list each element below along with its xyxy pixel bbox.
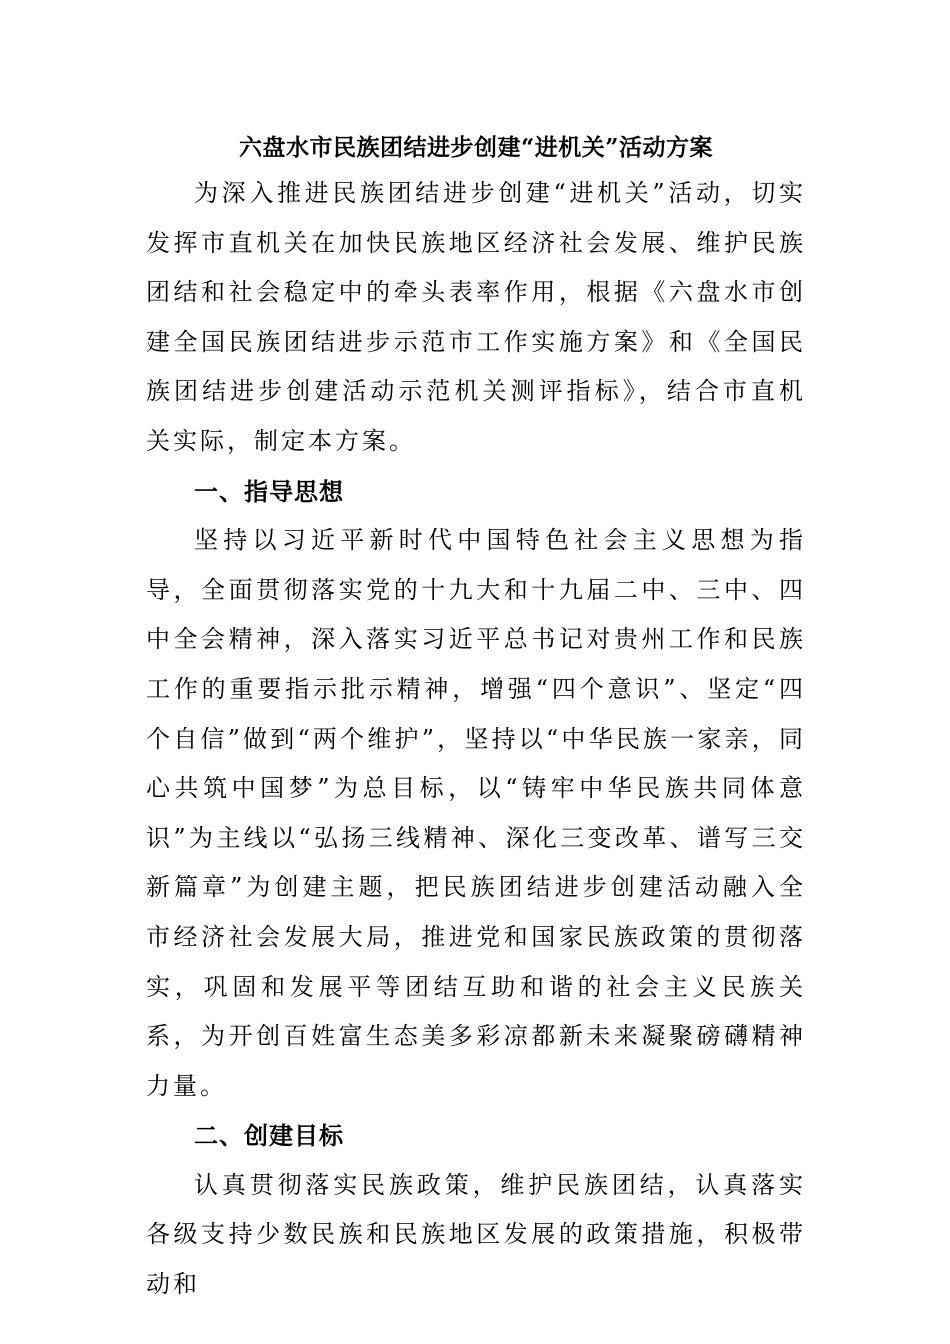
section-heading-goals: 二、创建目标 [194, 1121, 344, 1151]
document-title: 六盘水市民族团结进步创建“进机关”活动方案 [239, 134, 713, 161]
section-body-goals: 认真贯彻落实民族政策，维护民族团结，认真落实各级支持少数民族和民族地区发展的政策措施，积极带动和 [146, 1170, 806, 1299]
section-body-guiding-ideology: 坚持以习近平新时代中国特色社会主义思想为指导，全面贯彻落实党的十九大和十九届二中、三中、四中全会精神，深入落实习近平总书记对贵州工作和民族工作的重要指示批示精神，增强“四个意识”、坚定“四个自信”做到“两个维护”，坚持以“中华民族一家亲，同心共筑中国梦”为总目标，以“铸牢中华民族共同体意识”为主线以“弘扬三线精神、深化三变改革、谱写三交新篇章”为创建主题，把民族团结进步创建活动融入全市经济社会发展大局，推进党和国家民族政策的贯彻落实，巩固和发展平等团结互助和谐的社会主义民族关系，为开创百姓富生态美多彩凉都新未来凝聚磅礴精神力量。 [146, 526, 806, 1100]
intro-paragraph: 为深入推进民族团结进步创建“进机关”活动，切实发挥市直机关在加快民族地区经济社会发展、维护民族团结和社会稳定中的牵头表率作用，根据《六盘水市创建全国民族团结进步示范市工作实施方案》和《全国民族团结进步创建活动示范机关测评指标》，结合市直机关实际，制定本方案。 [146, 179, 806, 455]
section-heading-guiding-ideology: 一、指导思想 [194, 476, 344, 506]
document-body [146, 127, 806, 1310]
